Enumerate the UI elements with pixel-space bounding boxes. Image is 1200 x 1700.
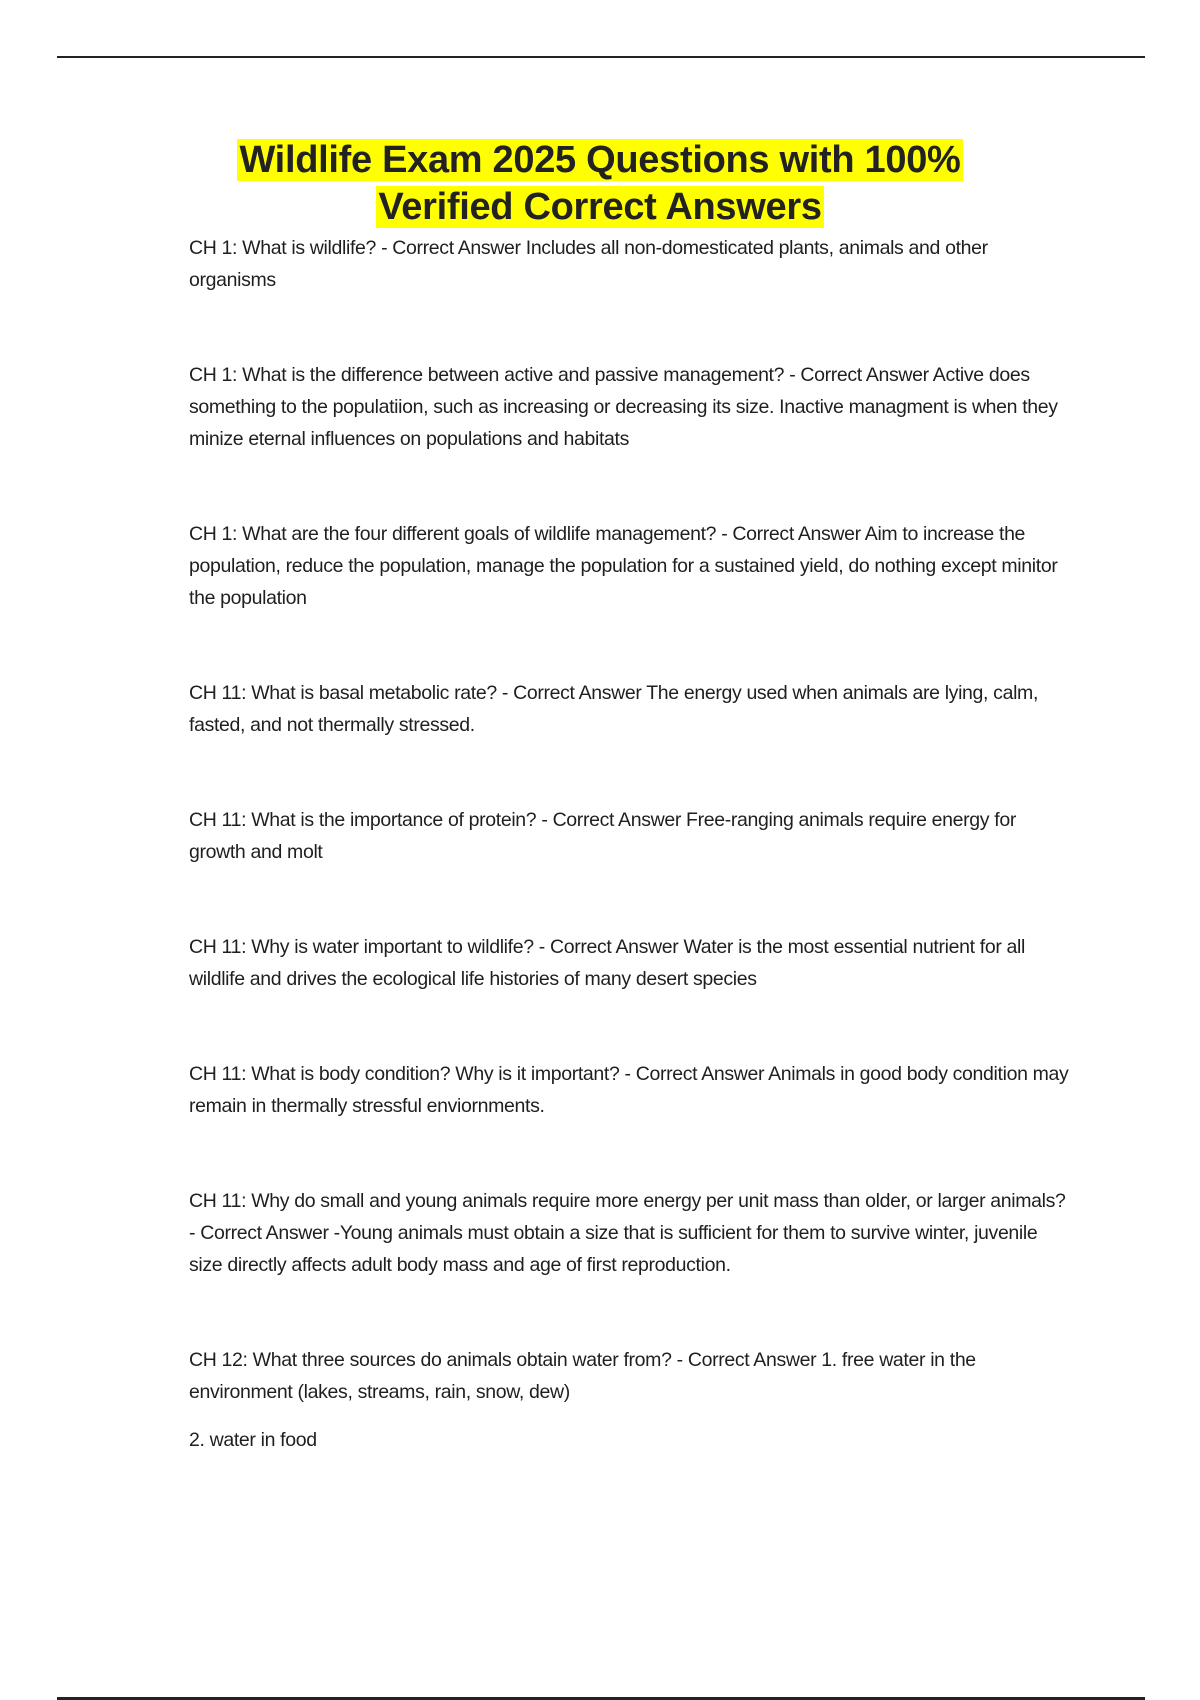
qa-item: CH 11: What is body condition? Why is it important? - Correct Answer Animals in good body condition may remain in thermally stressful enviornments.	[189, 1063, 1069, 1117]
qa-item: CH 1: What is wildlife? - Correct Answer Includes all non-domesticated plants, animals and other organisms	[189, 237, 988, 291]
header-rule	[57, 56, 1145, 58]
qa-item: CH 11: Why is water important to wildlife? - Correct Answer Water is the most essential nutrient for all wildlife and drives the ecological life histories of many desert species	[189, 936, 1025, 990]
document-title	[0, 137, 1200, 231]
title-line-2: Verified Correct Answers	[378, 186, 822, 228]
qa-list	[189, 232, 1069, 1456]
qa-item: CH 1: What are the four different goals of wildlife management? - Correct Answer Aim to increase the population, reduce the population, manage the population for a sustained yield, do nothing except minitor the population	[189, 523, 1058, 609]
title-line-1: Wildlife Exam 2025 Questions with 100%	[239, 139, 961, 181]
qa-item: CH 11: What is basal metabolic rate? - Correct Answer The energy used when animals are lying, calm, fasted, and not thermally stressed.	[189, 682, 1039, 736]
qa-item: CH 11: Why do small and young animals require more energy per unit mass than older, or larger animals? - Correct Answer -Young animals must obtain a size that is sufficient for them to survive winter, juvenile size directly affects adult body mass and age of first reproduction.	[189, 1190, 1066, 1276]
qa-item: CH 12: What three sources do animals obtain water from? - Correct Answer 1. free water in the environment (lakes, streams, rain, snow, dew)	[189, 1349, 976, 1403]
qa-item-continuation: 2. water in food	[189, 1429, 317, 1451]
qa-item: CH 1: What is the difference between active and passive management? - Correct Answer Active does something to the populatiion, such as increasing or decreasing its size. Inactive managment is when they minize eternal influences on populations and habitats	[189, 364, 1058, 450]
qa-item: CH 11: What is the importance of protein? - Correct Answer Free-ranging animals require energy for growth and molt	[189, 809, 1016, 863]
